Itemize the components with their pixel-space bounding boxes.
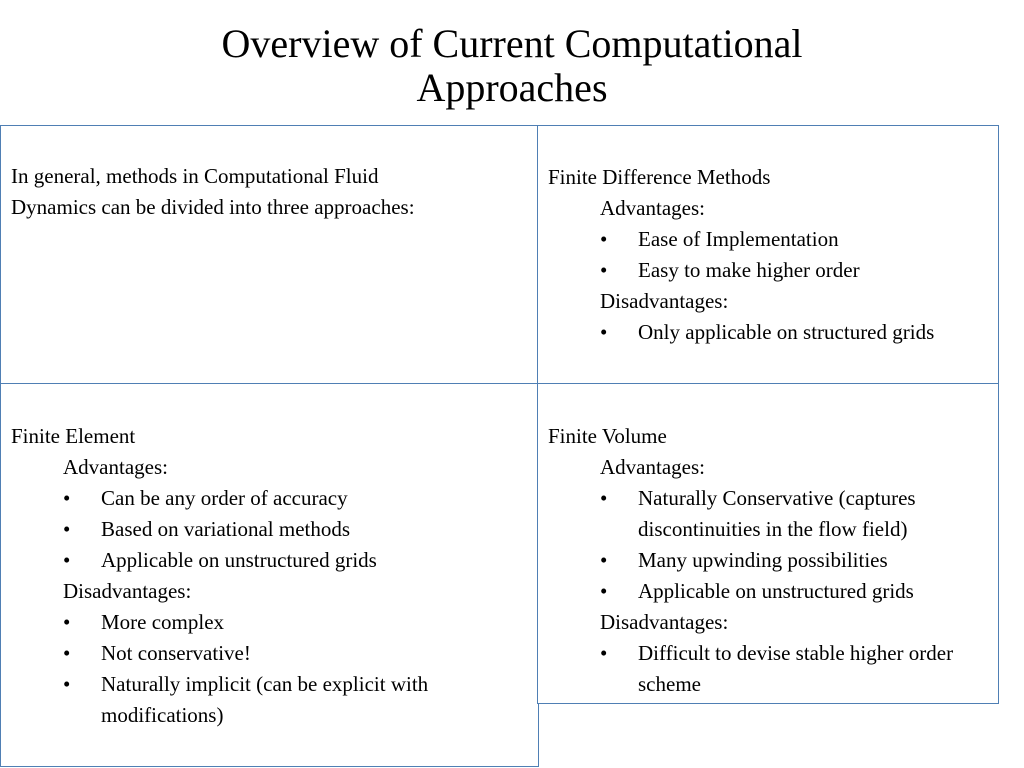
finite-difference-heading: Finite Difference Methods — [548, 165, 771, 189]
title-line-2: Approaches — [416, 65, 608, 110]
bullet-text: Can be any order of accuracy — [101, 486, 348, 510]
bullet-icon: • — [63, 486, 71, 510]
list-item — [548, 317, 988, 348]
fv-disadvantages-label: Disadvantages: — [600, 610, 729, 634]
list-item — [548, 483, 988, 545]
bullet-text: Difficult to devise stable higher order scheme — [638, 641, 954, 696]
list-item — [11, 545, 531, 576]
list-item — [548, 638, 988, 700]
list-item — [548, 255, 988, 286]
bullet-icon: • — [600, 320, 608, 344]
bullet-icon: • — [600, 641, 608, 665]
bullet-icon: • — [63, 610, 71, 634]
fv-advantages-label: Advantages: — [600, 455, 705, 479]
finite-volume-heading: Finite Volume — [548, 424, 667, 448]
bullet-text: Not conservative! — [101, 641, 251, 665]
list-item — [11, 638, 531, 669]
fd-advantages-label: Advantages: — [600, 196, 705, 220]
intro-line-2: Dynamics can be divided into three approaches: — [11, 195, 415, 219]
bullet-icon: • — [600, 258, 608, 282]
list-item — [11, 607, 531, 638]
list-item — [11, 514, 531, 545]
list-item — [11, 669, 531, 731]
bullet-icon: • — [600, 227, 608, 251]
bullet-text: Based on variational methods — [101, 517, 351, 541]
slide-title — [0, 22, 1024, 110]
list-item — [11, 483, 531, 514]
finite-volume-block — [548, 421, 988, 700]
bullet-text: Only applicable on structured grids — [638, 320, 935, 344]
bullet-text: Applicable on unstructured grids — [638, 579, 914, 603]
finite-difference-block — [548, 162, 988, 348]
bullet-icon: • — [600, 579, 608, 603]
intro-line-1: In general, methods in Computational Fluid — [11, 164, 379, 188]
bullet-icon: • — [63, 672, 71, 696]
finite-element-heading: Finite Element — [11, 424, 136, 448]
fe-disadvantages-label: Disadvantages: — [63, 579, 192, 603]
list-item — [548, 224, 988, 255]
bullet-icon: • — [63, 548, 71, 572]
fe-advantages-label: Advantages: — [63, 455, 168, 479]
list-item — [548, 576, 988, 607]
bullet-icon: • — [63, 517, 71, 541]
bullet-icon: • — [600, 486, 608, 510]
bullet-text: Easy to make higher order — [638, 258, 860, 282]
list-item — [548, 545, 988, 576]
bullet-text: Many upwinding possibilities — [638, 548, 888, 572]
bullet-text: Applicable on unstructured grids — [101, 548, 377, 572]
title-line-1: Overview of Current Computational — [221, 21, 803, 66]
bullet-text: Naturally Conservative (captures discontinuities in the flow field) — [638, 486, 916, 541]
fv-advantages-list — [548, 483, 988, 607]
fe-advantages-list — [11, 483, 531, 576]
intro-text — [11, 161, 511, 223]
fd-disadvantages-list — [548, 317, 988, 348]
finite-element-block — [11, 421, 531, 731]
fe-disadvantages-list — [11, 607, 531, 731]
bullet-text: Naturally implicit (can be explicit with modifications) — [101, 672, 429, 727]
fd-disadvantages-label: Disadvantages: — [600, 289, 729, 313]
fv-disadvantages-list — [548, 638, 988, 700]
bullet-text: Ease of Implementation — [638, 227, 839, 251]
bullet-text: More complex — [101, 610, 225, 634]
bullet-icon: • — [600, 548, 608, 572]
bullet-icon: • — [63, 641, 71, 665]
fd-advantages-list — [548, 224, 988, 286]
